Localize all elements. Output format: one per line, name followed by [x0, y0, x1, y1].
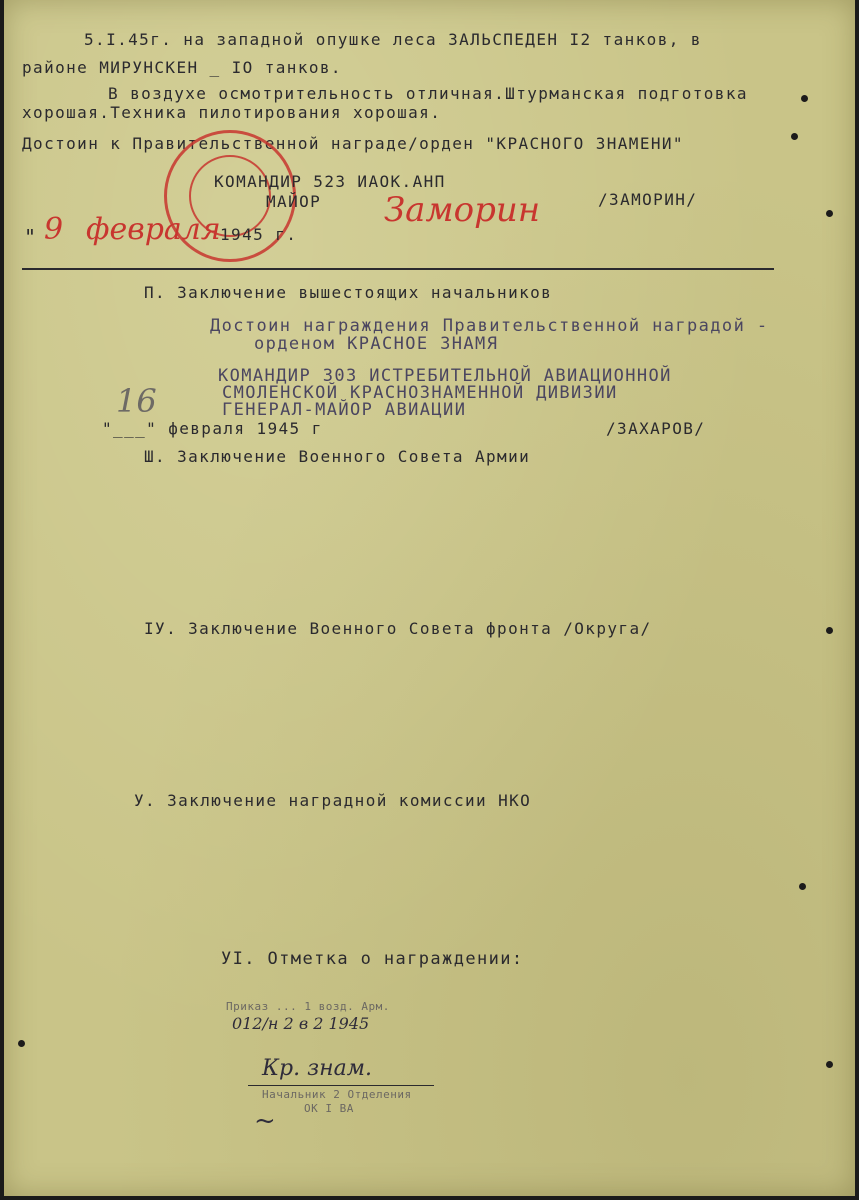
commander-rank: МАЙОР	[266, 192, 322, 211]
section-divider	[22, 268, 774, 270]
report-line-4: хорошая.Техника пилотирования хорошая.	[22, 103, 442, 122]
section6-heading: УI. Отметка о награждении:	[221, 949, 524, 969]
binder-hole	[18, 1040, 25, 1047]
section2-commander-3: ГЕНЕРАЛ-МАЙОР АВИАЦИИ	[222, 400, 467, 420]
binder-hole	[826, 210, 833, 217]
binder-hole	[826, 627, 833, 634]
report-line-2: районе МИРУНСКЕН _ IO танков.	[22, 58, 342, 77]
section2-date: "___" февраля 1945 г	[102, 419, 323, 438]
commander-signature: Заморин	[384, 190, 541, 230]
report-line-1: 5.I.45г. на западной опушке леса ЗАЛЬСПЕДЕН I2 танков, в	[84, 30, 702, 49]
binder-hole	[791, 133, 798, 140]
report-line-5: Достоин к Правительственной награде/орден "КРАСНОГО ЗНАМЕНИ"	[22, 134, 684, 153]
date-open-quote: "	[24, 225, 38, 249]
commander-name: /ЗАМОРИН/	[598, 190, 698, 209]
section2-commander-1: КОМАНДИР 303 ИСТРЕБИТЕЛЬНОЙ АВИАЦИОННОЙ	[218, 366, 672, 386]
section2-text-2: орденом КРАСНОЕ ЗНАМЯ	[254, 334, 499, 354]
award-stamp-line-2: 012/н 2 в 2 1945	[232, 1014, 370, 1033]
section2-commander-2: СМОЛЕНСКОЙ КРАСНОЗНАМЕННОЙ ДИВИЗИИ	[222, 383, 618, 403]
stamp-underline	[248, 1085, 434, 1086]
section2-name: /ЗАХАРОВ/	[606, 419, 706, 438]
section2-date-handwritten: 16	[116, 382, 157, 420]
award-stamp-line-4: Начальник 2 Отделения	[262, 1088, 412, 1101]
binder-hole	[799, 883, 806, 890]
award-signature-mark: ~	[254, 1106, 276, 1136]
award-stamp-line-1: Приказ ... 1 возд. Арм.	[226, 1000, 390, 1013]
award-stamp-line-3: Кр. знам.	[262, 1056, 372, 1081]
date-month-handwritten: февраля	[86, 212, 221, 247]
date-year: 1945 г.	[220, 225, 298, 244]
section3-heading: Ш. Заключение Военного Совета Армии	[144, 447, 531, 466]
commander-title: КОМАНДИР 523 ИАОК.АНП	[214, 172, 446, 191]
section2-heading: П. Заключение вышестоящих начальников	[144, 283, 553, 302]
binder-hole	[801, 95, 808, 102]
section5-heading: У. Заключение наградной комиссии НКО	[134, 791, 532, 810]
date-day-handwritten: 9	[44, 212, 64, 247]
report-line-3: В воздухе осмотрительность отличная.Штурманская подготовка	[108, 84, 748, 103]
section2-text-1: Достоин награждения Правительственной наградой -	[210, 316, 769, 336]
award-stamp-line-5: ОК I ВА	[304, 1102, 354, 1115]
document-sheet	[4, 0, 855, 1196]
section4-heading: IУ. Заключение Военного Совета фронта /Округа/	[144, 619, 652, 638]
binder-hole	[826, 1061, 833, 1068]
